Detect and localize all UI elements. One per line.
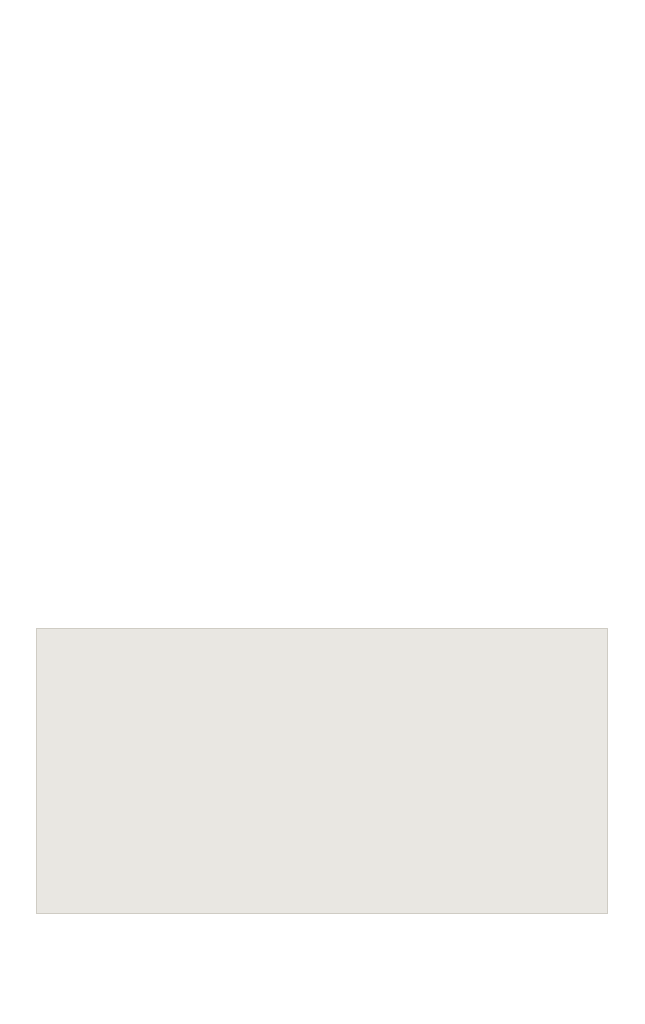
handwritten-manuscript-image (36, 628, 608, 914)
handwriting-scribbles (37, 629, 608, 914)
page-header (35, 42, 39, 58)
